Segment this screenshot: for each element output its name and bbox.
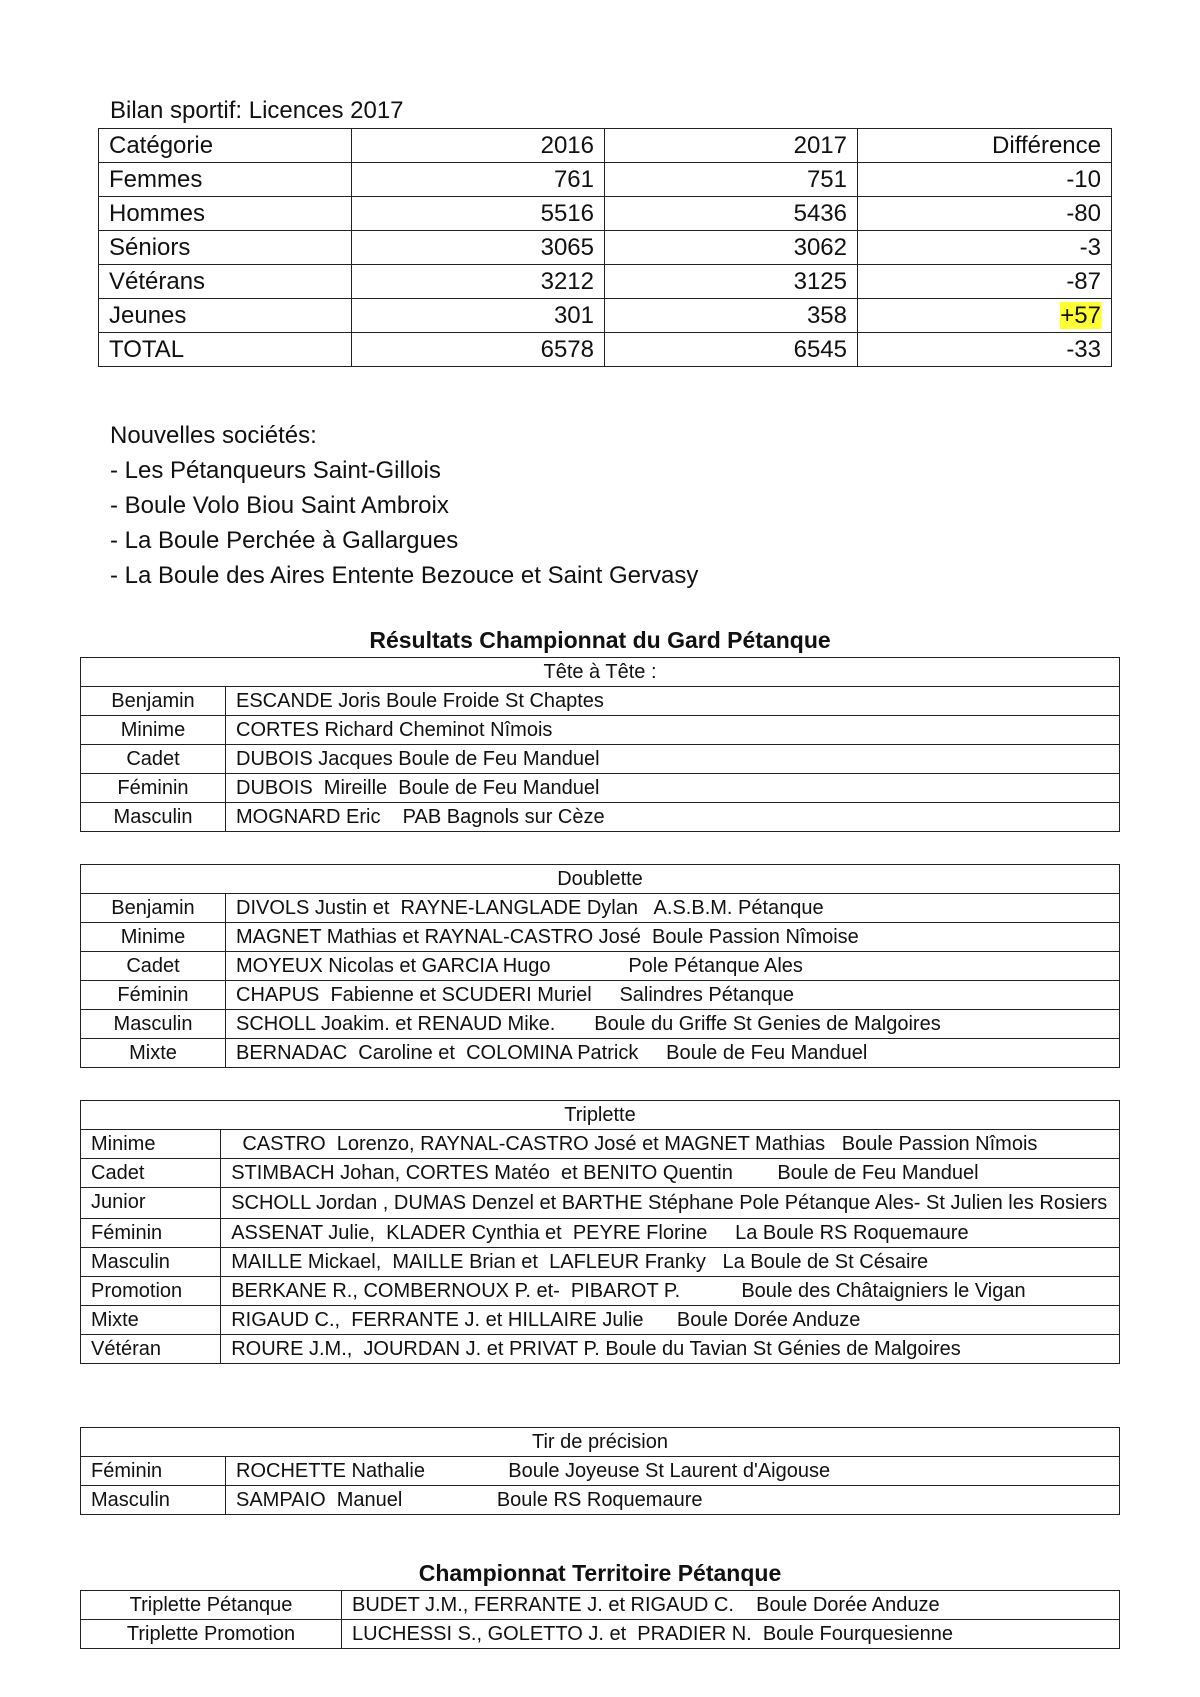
licences-2017: 5436: [605, 197, 858, 231]
licences-row: [99, 163, 1112, 197]
header-2017: 2017: [605, 129, 858, 163]
doublette-table: [80, 864, 1120, 1068]
result-winners: LUCHESSI S., GOLETTO J. et PRADIER N. Boule Fourquesienne: [342, 1620, 1120, 1649]
result-category: Cadet: [81, 745, 226, 774]
result-category: Mixte: [81, 1306, 221, 1335]
result-winners: MOYEUX Nicolas et GARCIA Hugo Pole Pétanque Ales: [226, 952, 1120, 981]
result-category: Mixte: [81, 1039, 226, 1068]
licences-2016: 3065: [352, 231, 605, 265]
licences-diff: -3: [858, 231, 1112, 265]
result-row: [81, 1306, 1120, 1335]
result-row: [81, 952, 1120, 981]
result-row: [81, 745, 1120, 774]
licences-2017: 3062: [605, 231, 858, 265]
licences-cat: TOTAL: [99, 333, 352, 367]
result-winners: DUBOIS Jacques Boule de Feu Manduel: [226, 745, 1120, 774]
result-row: [81, 1591, 1120, 1620]
result-row: [81, 981, 1120, 1010]
result-winners: STIMBACH Johan, CORTES Matéo et BENITO Quentin Boule de Feu Manduel: [221, 1159, 1120, 1188]
territoire-section-title: Championnat Territoire Pétanque: [418, 1560, 782, 1586]
header-difference: Différence: [858, 129, 1112, 163]
result-category: Féminin: [81, 1457, 226, 1486]
result-winners: SAMPAIO Manuel Boule RS Roquemaure: [226, 1486, 1120, 1515]
licences-2016: 5516: [352, 197, 605, 231]
result-row: [81, 1277, 1120, 1306]
licences-diff: -87: [858, 265, 1112, 299]
licences-table: [98, 128, 1112, 367]
result-winners: DUBOIS Mireille Boule de Feu Manduel: [226, 774, 1120, 803]
licences-row: [99, 265, 1112, 299]
result-row: [81, 1486, 1120, 1515]
result-winners: MAGNET Mathias et RAYNAL-CASTRO José Boule Passion Nîmoise: [226, 923, 1120, 952]
result-winners: CHAPUS Fabienne et SCUDERI Muriel Salindres Pétanque: [226, 981, 1120, 1010]
societe-item: - Les Pétanqueurs Saint-Gillois: [110, 457, 441, 484]
result-category: Minime: [81, 923, 226, 952]
result-row: [81, 1248, 1120, 1277]
result-category: Triplette Pétanque: [81, 1591, 342, 1620]
licences-2016: 301: [352, 299, 605, 333]
licences-cat: Séniors: [99, 231, 352, 265]
highlight-mark: +57: [1060, 301, 1101, 329]
licences-2016: 761: [352, 163, 605, 197]
result-row: [81, 1188, 1120, 1219]
result-row: [81, 1219, 1120, 1248]
result-row: [81, 1039, 1120, 1068]
triplette-header: Triplette: [81, 1101, 1120, 1130]
result-category: Triplette Promotion: [81, 1620, 342, 1649]
result-winners: CASTRO Lorenzo, RAYNAL-CASTRO José et MAGNET Mathias Boule Passion Nîmois: [221, 1130, 1120, 1159]
result-row: [81, 774, 1120, 803]
result-row: [81, 1335, 1120, 1364]
licences-header-row: [99, 129, 1112, 163]
result-row: [81, 803, 1120, 832]
result-category: Masculin: [81, 803, 226, 832]
result-winners: BERNADAC Caroline et COLOMINA Patrick Boule de Feu Manduel: [226, 1039, 1120, 1068]
licences-row: [99, 197, 1112, 231]
licences-cat: Vétérans: [99, 265, 352, 299]
result-row: [81, 687, 1120, 716]
result-row: [81, 1457, 1120, 1486]
licences-2017: 358: [605, 299, 858, 333]
licences-cat: Femmes: [99, 163, 352, 197]
result-category: Féminin: [81, 1219, 221, 1248]
territoire-table: [80, 1590, 1120, 1649]
result-category: Féminin: [81, 774, 226, 803]
licences-2017: 751: [605, 163, 858, 197]
result-winners: MAILLE Mickael, MAILLE Brian et LAFLEUR Franky La Boule de St Césaire: [221, 1248, 1120, 1277]
result-row: [81, 1620, 1120, 1649]
tete-a-tete-table: [80, 657, 1120, 832]
result-category: Masculin: [81, 1010, 226, 1039]
result-row: [81, 923, 1120, 952]
societe-item: - La Boule Perchée à Gallargues: [110, 527, 459, 554]
result-row: [81, 1010, 1120, 1039]
doublette-header: Doublette: [81, 865, 1120, 894]
licences-row: [99, 299, 1112, 333]
result-row: [81, 894, 1120, 923]
result-category: Minime: [81, 1130, 221, 1159]
licences-diff: -80: [858, 197, 1112, 231]
header-2016: 2016: [352, 129, 605, 163]
result-category: Benjamin: [81, 894, 226, 923]
result-winners: BERKANE R., COMBERNOUX P. et- PIBAROT P. Boule des Châtaigniers le Vigan: [221, 1277, 1120, 1306]
result-category: Cadet: [81, 952, 226, 981]
result-winners: SCHOLL Jordan , DUMAS Denzel et BARTHE Stéphane Pole Pétanque Ales- St Julien les Rosiers: [221, 1188, 1120, 1219]
licences-diff-highlighted: [858, 299, 1112, 333]
result-category: Junior: [81, 1188, 221, 1219]
result-winners: ROCHETTE Nathalie Boule Joyeuse St Laurent d'Aigouse: [226, 1457, 1120, 1486]
societe-item: - Boule Volo Biou Saint Ambroix: [110, 492, 449, 519]
licences-cat: Jeunes: [99, 299, 352, 333]
tir-de-precision-table: [80, 1427, 1120, 1515]
licences-diff: -10: [858, 163, 1112, 197]
result-winners: ASSENAT Julie, KLADER Cynthia et PEYRE Florine La Boule RS Roquemaure: [221, 1219, 1120, 1248]
licences-2017: 3125: [605, 265, 858, 299]
result-winners: ESCANDE Joris Boule Froide St Chaptes: [226, 687, 1120, 716]
result-category: Cadet: [81, 1159, 221, 1188]
licences-2016: 6578: [352, 333, 605, 367]
result-winners: RIGAUD C., FERRANTE J. et HILLAIRE Julie Boule Dorée Anduze: [221, 1306, 1120, 1335]
societes-title: Nouvelles sociétés:: [110, 422, 317, 449]
result-row: [81, 1159, 1120, 1188]
licences-row: [99, 231, 1112, 265]
result-winners: SCHOLL Joakim. et RENAUD Mike. Boule du Griffe St Genies de Malgoires: [226, 1010, 1120, 1039]
header-categorie: Catégorie: [99, 129, 352, 163]
result-category: Masculin: [81, 1248, 221, 1277]
result-category: Promotion: [81, 1277, 221, 1306]
gard-section-title: Résultats Championnat du Gard Pétanque: [369, 627, 831, 653]
result-category: Minime: [81, 716, 226, 745]
societe-item: - La Boule des Aires Entente Bezouce et Saint Gervasy: [110, 562, 699, 589]
result-category: Féminin: [81, 981, 226, 1010]
licences-diff: -33: [858, 333, 1112, 367]
result-winners: DIVOLS Justin et RAYNE-LANGLADE Dylan A.S.B.M. Pétanque: [226, 894, 1120, 923]
licences-2017: 6545: [605, 333, 858, 367]
licences-total-row: [99, 333, 1112, 367]
result-category: Vétéran: [81, 1335, 221, 1364]
result-winners: BUDET J.M., FERRANTE J. et RIGAUD C. Boule Dorée Anduze: [342, 1591, 1120, 1620]
result-winners: MOGNARD Eric PAB Bagnols sur Cèze: [226, 803, 1120, 832]
triplette-table: [80, 1100, 1120, 1364]
result-category: Masculin: [81, 1486, 226, 1515]
result-winners: CORTES Richard Cheminot Nîmois: [226, 716, 1120, 745]
licences-cat: Hommes: [99, 197, 352, 231]
result-winners: ROURE J.M., JOURDAN J. et PRIVAT P. Boule du Tavian St Génies de Malgoires: [221, 1335, 1120, 1364]
result-row: [81, 1130, 1120, 1159]
licences-2016: 3212: [352, 265, 605, 299]
tete-header: Tête à Tête :: [81, 658, 1120, 687]
licences-title: Bilan sportif: Licences 2017: [110, 97, 404, 124]
result-row: [81, 716, 1120, 745]
nouvelles-societes: [110, 418, 698, 593]
tir-header: Tir de précision: [81, 1428, 1120, 1457]
result-category: Benjamin: [81, 687, 226, 716]
